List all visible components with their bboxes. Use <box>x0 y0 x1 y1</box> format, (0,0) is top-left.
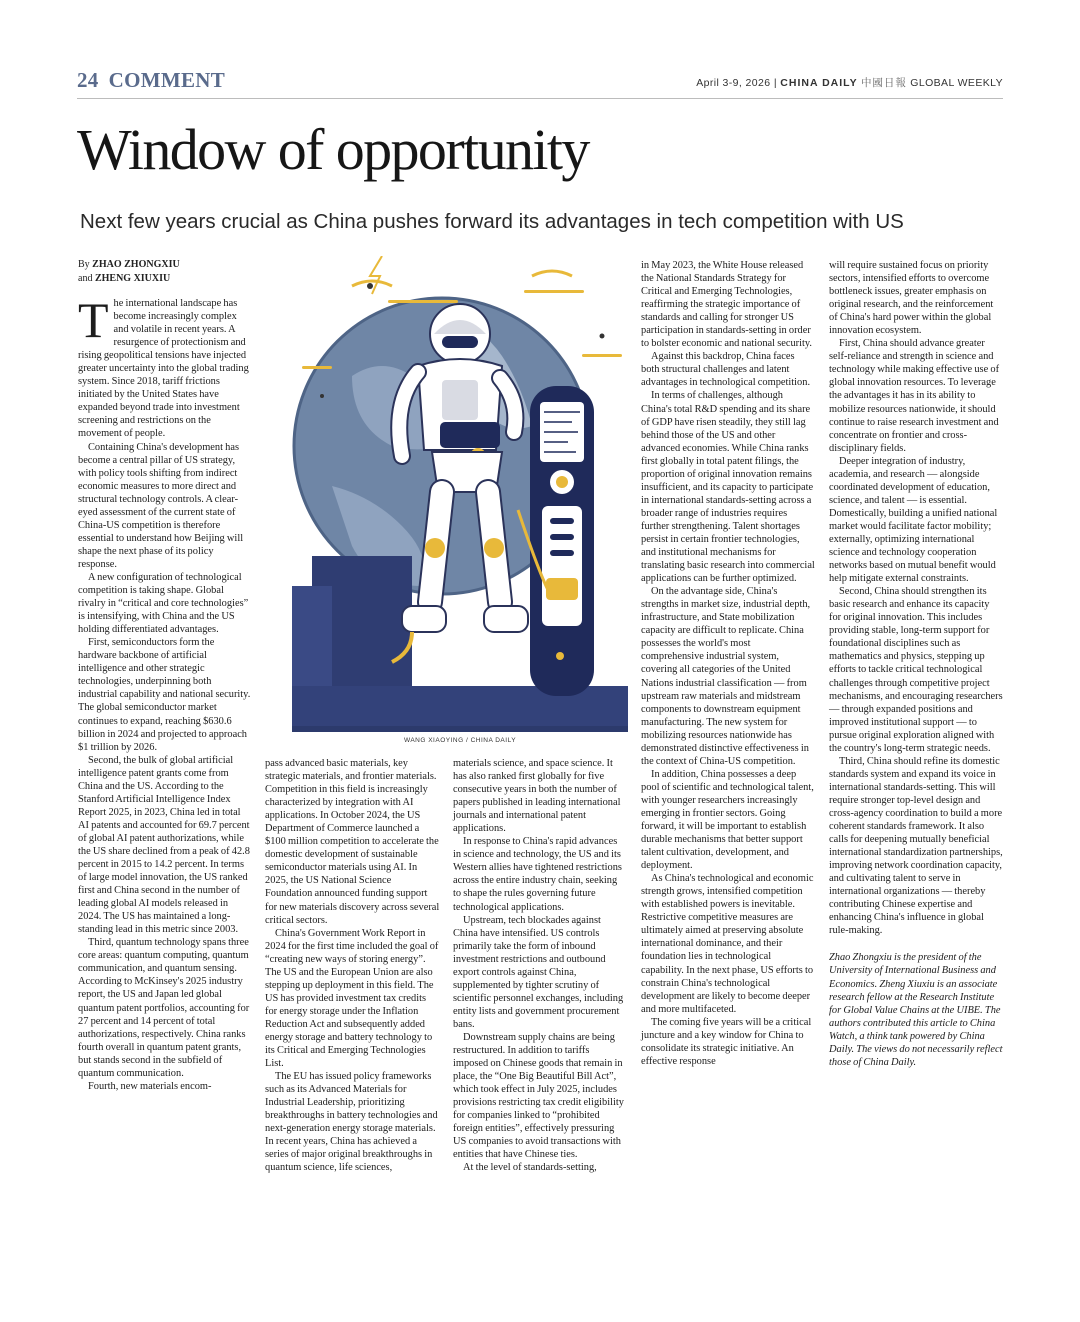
article-paragraph: Third, quantum technology spans three core areas: quantum computing, quantum communication, and quantum sensing. According to McKinsey's 2025 industry report, the US and Japan led global quantum patent portfolios, accounting for 27 percent and 14 percent of total authorizations, respectively. China ranks fourth overall in quantum patent grants, but stands second in the subfield of quantum communication. <box>78 937 250 1079</box>
article-paragraph: Downstream supply chains are being restructured. In addition to tariffs imposed on Chinese goods that remain in place, the “One Big Beautiful Bill Act”, which took effect in July 2025, includes provisions restricting tax credit eligibility for companies linked to “prohibited foreign entities”, effectively pressuring US companies to avoid transactions with entities that have Chinese ties. <box>453 1031 624 1161</box>
article-paragraph: Fourth, new materials encom- <box>88 1080 212 1092</box>
article-paragraph: Upstream, tech blockades against China have intensified. US controls primarily take the form of inbound investment restrictions and outbound export controls against China, supplemented by tighter scrutiny of scientific personnel exchanges, including entity lists and government procurement bans. <box>453 914 624 1030</box>
article-paragraph: Deeper integration of industry, academia, and research — alongside coordinated development of education, science, and talent — is essential. Domestically, building a unified national market would facilitate factor mobility; externally, optimizing international science and technology cooperation networks based on mutual benefit would help mitigate external constraints. <box>829 455 998 585</box>
byline <box>78 258 180 286</box>
article-column-2 <box>265 757 440 1175</box>
article-paragraph: The EU has issued policy frameworks such as its Advanced Materials for Industrial Leadership, prioritizing breakthroughs in battery technologies and next-generation energy storage materials. In recent years, China has achieved a series of major original breakthroughs in quantum science, life sciences, <box>265 1071 438 1174</box>
article-column-4 <box>641 259 815 1068</box>
robot-illustration <box>292 256 628 732</box>
article-paragraph: In terms of challenges, although China's total R&D spending and its share of GDP have risen steadily, they still lag behind those of the US and other advanced economies. While China ranks first globally in total patent filings, the proportion of original innovation remains insufficient, and its capacity to participate in international standards-setting across a broader range of industries requires further strengthening. Talent shortages persist in certain frontier technologies, and institutional mechanisms for translating basic research into commercial applications can be further optimized. <box>641 390 815 585</box>
article-paragraph: In response to China's rapid advances in science and technology, the US and its Western allies have tightened restrictions across the entire industry chain, seeking to shape the rules governing future technological applications. <box>453 836 622 913</box>
article-paragraph: pass advanced basic materials, key strategic materials, and frontier materials. Competition in this field is increasingly characterized by integration with AI applications. In October 2024, the US Department of Commerce launched a $100 million competition to accelerate the domestic development of sustainable semiconductor materials using AI. In 2025, the US National Science Foundation announced funding support for new materials discovery across several critical sectors. <box>265 758 440 926</box>
article-column-3 <box>453 757 626 1175</box>
article-paragraph: Second, the bulk of global artificial intelligence patent grants come from China and the US. According to the Stanford Artificial Intelligence Index Report 2025, in 2023, China led in total AI patents and accounted for 69.7 percent of global AI patent authorizations, while the US share declined from a peak of 42.8 percent in 2015 to 14.2 percent. In terms of large model innovation, the US ranked first and China second in the number of leading global AI models released in 2024. The US has maintained a long-standing lead in this metric since 2003. <box>78 754 250 936</box>
article-paragraph: First, China should advance greater self-reliance and strength in science and technology while making effective use of global innovation resources. To leverage the advantages it has in its ability to mobilize resources nationwide, it should continue to raise research investment and concentrate on frontier and cross-disciplinary fields. <box>829 338 1000 454</box>
headline: Window of opportunity <box>77 117 589 182</box>
drop-cap: T <box>78 292 109 348</box>
page-number: 24 <box>77 68 99 92</box>
article-paragraph: materials science, and space science. It has also ranked first globally for five consecutive years in both the number of papers published in leading international journals and international patent applications. <box>453 758 621 835</box>
article-paragraph: will require sustained focus on priority sectors, intensified efforts to overcome bottleneck issues, greater emphasis on original research, and the reinforcement of China's hard power within the global innovation ecosystem. <box>829 260 994 337</box>
paper-chinese-name: 中國日報 <box>860 77 907 89</box>
article-paragraph: China's Government Work Report in 2024 for the first time included the goal of “creating new ways of storing energy”. The US and the European Union are also stepping up deployment in this field. The US has provided investment tax credits for energy storage under the Inflation Reduction Act and subsequently added energy storage and battery technology to its Critical and Emerging Technologies List. <box>265 927 439 1070</box>
article-column-1 <box>78 292 252 1093</box>
byline-and: and <box>78 273 93 284</box>
article-paragraph: A new configuration of technological competition is taking shape. Global rivalry in “critical and core technologies” is intensifying, with China and the US holding differentiated advantages. <box>78 571 249 636</box>
article-paragraph: Third, China should refine its domestic standards system and expand its voice in international standards-setting. This will require stronger top-level design and cross-agency coordination to build a more coherent standards framework. It also calls for deepening mutually beneficial international standardization partnerships, improving network coordination capacity, and cultivating talent to serve in international organizations — thereby contributing Chinese expertise and enhancing China's influence in global rule-making. <box>829 755 1003 937</box>
author-2: ZHENG XIUXIU <box>94 273 171 284</box>
article-paragraph: Containing China's development has become a central pillar of US strategy, with policy tools shifting from indirect economic measures to more direct and structural technology controls. A clear-eyed assessment of the current state of China-US competition is therefore essential to understand how Beijing will shape the next phase of its policy response. <box>78 441 244 570</box>
article-paragraph: First, semiconductors form the hardware backbone of artificial intelligence and other strategic technologies, underpinning both industrial capability and national security. The global semiconductor market continues to expand, reaching $630.6 billion in 2024 and projected to approach $1 trillion by 2026. <box>78 637 251 753</box>
subheadline: Next few years crucial as China pushes forward its advantages in tech competition with US <box>80 210 904 233</box>
masthead <box>77 68 1003 94</box>
article-paragraph: In addition, China possesses a deep pool of scientific and technological talent, with younger researchers increasingly emerging in frontier sectors. Going forward, it will be important to establish durable mechanisms that better support talent cultivation, development, and deployment. <box>641 768 814 872</box>
article-paragraph: As China's technological and economic strength grows, intensified competition with established powers is inevitable. Restrictive competitive measures are ultimately aimed at preserving absolute international dominance, and their foundation lies in technological capability. In the next phase, US efforts to constrain China's technological development are likely to become deeper and more multifaceted. <box>641 873 814 1015</box>
section-header <box>77 68 225 93</box>
author-bio: Zhao Zhongxiu is the president of the University of International Business and Economics. Zheng Xiuxiu is an associate research fellow at the Research Institute for Global Value Chains at the UIBE. The authors contributed this article to China Watch, a think tank powered by China Daily. The views do not necessarily reflect those of China Daily. <box>829 952 1003 1068</box>
article-paragraph: On the advantage side, China's strengths in market size, industrial depth, infrastructure, and State mobilization capacity are difficult to replicate. China possesses the world's most comprehensive industrial system, covering all categories of the United Nations industrial classification — from upstream raw materials and midstream components to downstream equipment manufacturing. The new system for mobilizing resources nationwide has demonstrated distinctive effectiveness in the context of China-US competition. <box>641 586 811 767</box>
article-paragraph: The coming five years will be a critical juncture and a key window for China to consolidate its strategic initiative. An effective response <box>641 1016 812 1067</box>
masthead-rule <box>77 98 1003 99</box>
issue-date: April 3-9, 2026 <box>696 77 771 89</box>
article-paragraph: Second, China should strengthen its basic research and enhance its capacity for original innovation. This includes providing stable, long-term support for foundational disciplines such as mathematics and physics, stepping up efforts to tackle critical technological challenges through competitive project mechanisms, and encouraging researchers — through expanded positions and improved institutional support — to pursue original exploration aligned with the country's long-term strategic needs. <box>829 586 1003 754</box>
section-name: COMMENT <box>108 68 226 92</box>
paper-name: CHINA DAILY <box>780 77 858 89</box>
article-paragraph: Against this backdrop, China faces both structural challenges and latent advantages in technological competition. <box>641 351 811 389</box>
article-paragraph: The international landscape has become increasingly complex and volatile in recent years. A resurgence of protectionism and rising geopolitical tensions have injected greater uncertainty into the global trading system. Since 2018, tariff frictions initiated by the United States have expanded beyond trade into investment screening and restrictions on the movement of people. <box>78 292 249 440</box>
illustration-credit: WANG XIAOYING / CHINA DAILY <box>403 737 517 744</box>
issue-info <box>696 75 1003 90</box>
byline-by: By <box>78 259 90 270</box>
author-1: ZHAO ZHONGXIU <box>92 259 180 270</box>
article-paragraph: At the level of standards-setting, <box>463 1162 597 1174</box>
article-column-5 <box>829 259 1003 1069</box>
masthead-divider: | <box>773 77 781 89</box>
article-paragraph: in May 2023, the White House released the National Standards Strategy for Critical and Emerging Technologies, reaffirming the strategic importance of standards and calling for stronger US participation in standards-setting in order to bolster economic and national security. <box>641 260 813 350</box>
edition-name: GLOBAL WEEKLY <box>910 77 1003 89</box>
